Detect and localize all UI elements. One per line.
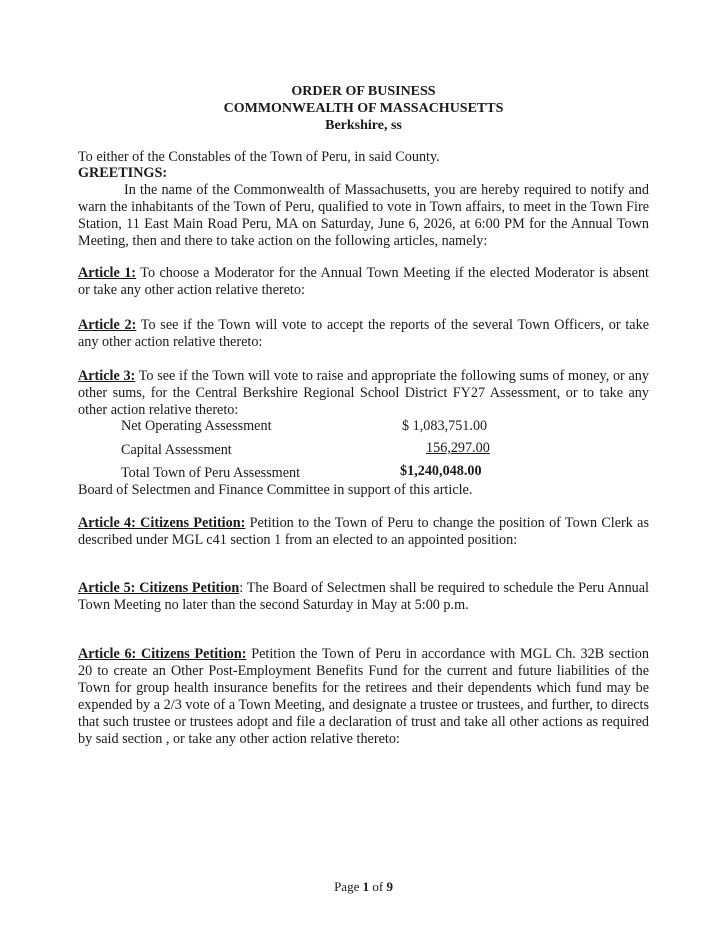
article-4-text: Petition to the Town of Peru to change the position of Town Clerk as described under MGL c41 section 1 from an elected to an appointed position: [78, 515, 649, 548]
article-2 [78, 317, 649, 351]
greetings-heading: GREETINGS: [78, 165, 168, 181]
intro-paragraph: In the name of the Commonwealth of Massachusetts, you are hereby required to notify and warn the inhabitants of the Town of Peru, qualified to vote in Town affairs, to meet in the Town Fire Station, 11 East Main Road Peru, MA on Saturday, June 6, 2026, at 6:00 PM for the Annual Town Meeting, then and there to take action on the following articles, namely: [78, 182, 649, 249]
article-6 [78, 646, 649, 748]
article-5 [78, 580, 649, 614]
constables-line: To either of the Constables of the Town of Peru, in said County. [78, 149, 440, 165]
article-4 [78, 515, 649, 549]
assessment-amount-capital: 156,297.00 [426, 440, 490, 456]
of-word: of [372, 879, 384, 894]
article-1-text: To choose a Moderator for the Annual Town Meeting if the elected Moderator is absent or take any other action relative thereto: [78, 265, 649, 298]
article-3 [78, 368, 649, 419]
title-county: Berkshire, ss [325, 118, 402, 133]
article-3-label: Article 3: [78, 368, 136, 384]
article-3-support: Board of Selectmen and Finance Committee in support of this article. [78, 482, 473, 498]
article-6-text: Petition the Town of Peru in accordance with MGL Ch. 32B section 20 to create an Other Post-Employment Benefits Fund for the current and future liabilities of the Town for group health insurance benefits for the retirees and their dependents which fund may be expended by a 2/3 vote of a Town Meeting, and designate a trustee or trustees, and further, to directs that such trustee or trustees adopt and file a declaration of trust and take all other actions as required by said section , or take any other action relative thereto: [78, 646, 649, 747]
assessment-amount-total: $1,240,048.00 [400, 463, 482, 479]
article-3-text: To see if the Town will vote to raise and appropriate the following sums of money, or any other sums, for the Central Berkshire Regional School District FY27 Assessment, or to take any other action relative thereto: [78, 368, 649, 418]
article-2-text: To see if the Town will vote to accept the reports of the several Town Officers, or take any other action relative thereto: [78, 317, 649, 350]
article-5-text: : The Board of Selectmen shall be required to schedule the Peru Annual Town Meeting no later than the second Saturday in May at 5:00 p.m. [78, 580, 649, 613]
assessment-item-net: Net Operating Assessment [121, 418, 272, 434]
page-total: 9 [386, 879, 393, 894]
article-1 [78, 265, 649, 299]
article-1-label: Article 1: [78, 265, 137, 281]
title-order-of-business: ORDER OF BUSINESS [291, 84, 436, 99]
article-4-label: Article 4: Citizens Petition: [78, 515, 246, 531]
article-6-label: Article 6: Citizens Petition: [78, 646, 247, 662]
article-5-label: Article 5: Citizens Petition [78, 580, 240, 596]
page-word: Page [334, 879, 360, 894]
assessment-item-total: Total Town of Peru Assessment [121, 465, 301, 481]
assessment-item-capital: Capital Assessment [121, 442, 232, 458]
page-footer [0, 878, 727, 895]
page-number: 1 [362, 879, 370, 894]
assessment-amount-net: $ 1,083,751.00 [402, 418, 488, 434]
title-commonwealth: COMMONWEALTH OF MASSACHUSETTS [223, 101, 504, 116]
article-2-label: Article 2: [78, 317, 137, 333]
